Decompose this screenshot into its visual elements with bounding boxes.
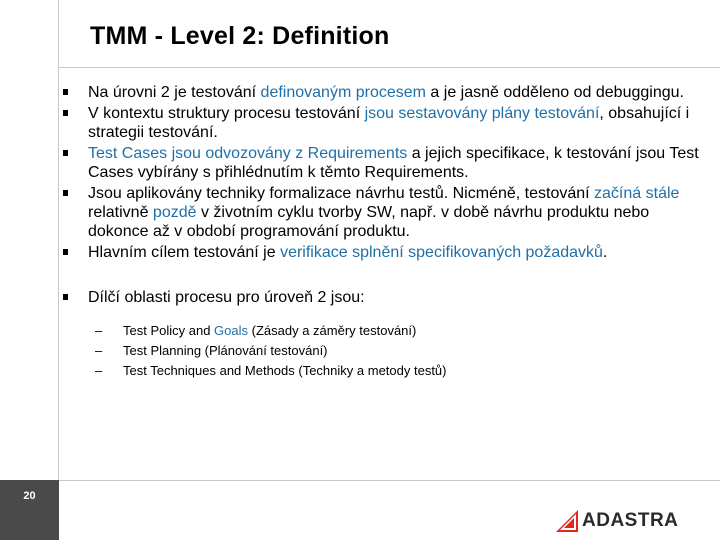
dash-marker-icon: –: [95, 343, 103, 358]
highlighted-text: Test Cases jsou odvozovány z Requirements: [88, 145, 408, 162]
text-segment: Test Policy and: [123, 323, 215, 338]
text-segment: (Zásady a záměry testování): [248, 323, 417, 338]
text-segment: .: [602, 244, 608, 261]
bullet-marker-icon: [63, 294, 68, 300]
highlighted-text: definovaným procesem: [260, 84, 426, 101]
highlighted-text: pozdě: [152, 204, 197, 221]
bullet-marker-icon: [63, 190, 68, 196]
dash-marker-icon: –: [95, 323, 103, 338]
bullet-marker-icon: [63, 150, 68, 156]
section-heading: Dílčí oblasti procesu pro úroveň 2 jsou:: [88, 289, 365, 306]
page-number: 20: [23, 490, 36, 502]
bullet-item: [62, 144, 712, 182]
bullet-marker-icon: [63, 110, 68, 116]
slide-content: [62, 83, 712, 383]
highlighted-text: začíná stále: [594, 185, 680, 202]
text-segment: Jsou aplikovány techniky formalizace návrhu testů. Nicméně, testování: [88, 185, 595, 202]
text-segment: V kontextu struktury procesu testování: [88, 105, 365, 122]
logo-text: ADASTRA: [582, 510, 679, 531]
adastra-logo: [556, 510, 678, 532]
footer-divider: [59, 480, 720, 481]
sub-list-item: [88, 341, 712, 361]
sub-list-item: [88, 361, 712, 381]
bullet-marker-icon: [63, 89, 68, 95]
sub-list: [88, 321, 712, 381]
highlighted-text: Goals: [214, 323, 249, 338]
text-segment: Test Techniques and Methods (Techniky a metody testů): [123, 363, 447, 378]
bullet-item: [62, 104, 712, 142]
bullet-marker-icon: [63, 249, 68, 255]
bullet-list: [62, 83, 712, 381]
text-segment: Hlavním cílem testování je: [88, 244, 281, 261]
text-segment: Na úrovni 2 je testování: [88, 84, 261, 101]
text-segment: a jejich specifikace, k testování jsou Test Cases vybírány s přihlédnutím k těmto Requirements.: [88, 145, 699, 181]
slide-title: TMM - Level 2: Definition: [90, 22, 390, 50]
bullet-item-section: [62, 288, 712, 381]
bullet-item: [62, 184, 712, 241]
text-segment: a je jasně odděleno od debuggingu.: [425, 84, 684, 101]
highlighted-text: verifikace splnění specifikovaných požadavků: [280, 244, 603, 261]
page-number-box: [0, 480, 59, 540]
text-segment: relativně: [88, 204, 153, 221]
text-segment: Test Planning (Plánování testování): [123, 343, 328, 358]
side-divider: [58, 68, 59, 480]
highlighted-text: jsou sestavovány plány testování: [364, 105, 600, 122]
bullet-item: [62, 83, 712, 102]
dash-marker-icon: –: [95, 363, 103, 378]
sub-list-item: [88, 321, 712, 341]
text-segment: , obsahující i strategii testování.: [88, 105, 690, 141]
adastra-logo-icon: [556, 510, 578, 532]
text-segment: v životním cyklu tvorby SW, např. v době návrhu produktu nebo dokonce až v období programování produktu.: [88, 204, 650, 240]
bullet-item: [62, 243, 712, 262]
